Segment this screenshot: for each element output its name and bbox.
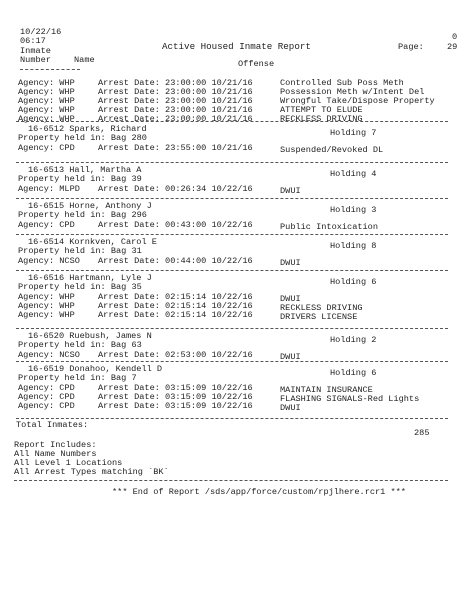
end-of-report: *** End of Report /sds/app/force/custom/rpjlhere.rcr1 *** <box>112 487 406 497</box>
report-includes-line: All Level 1 Locations <box>14 458 123 468</box>
holding-location: Holding 4 <box>330 169 377 179</box>
arrest-date: Arrest Date: 03:15:09 10/22/16 <box>98 383 253 393</box>
inmate-divider <box>16 198 448 199</box>
arrest-date: Arrest Date: 23:00:00 10/21/16 <box>98 78 253 88</box>
arrest-agency: Agency: CPD <box>18 383 75 393</box>
property-held: Property held in: Bag 296 <box>18 210 147 220</box>
inmate-divider <box>16 234 448 235</box>
inmate-name: 16-6520 Ruebush, James N <box>28 331 152 341</box>
report-title: Active Housed Inmate Report <box>162 41 311 52</box>
arrest-agency: Agency: WHP <box>18 310 75 321</box>
arrest-row <box>18 221 448 231</box>
arrest-date: Arrest Date: 02:53:00 10/22/16 <box>98 350 253 360</box>
arrest-agency: Agency: MLPD <box>18 184 80 194</box>
arrest-offense: MAINTAIN INSURANCE <box>280 385 373 395</box>
arrest-offense: Suspended/Revoked DL <box>280 145 384 155</box>
report-includes-heading: Report Includes: <box>14 440 97 450</box>
arrest-offense: RECKLESS DRIVING <box>280 303 363 314</box>
arrest-offense: FLASHING SIGNALS-Red Lights <box>280 394 420 405</box>
arrest-row <box>18 402 448 412</box>
arrest-agency: Agency: WHP <box>18 105 75 116</box>
inmate-divider <box>16 121 448 122</box>
arrest-agency: Agency: CPD <box>18 392 75 403</box>
column-offense: Offense <box>238 59 275 69</box>
arrest-agency: Agency: NCSO <box>18 256 80 266</box>
arrest-row <box>18 257 448 267</box>
column-name: Name <box>74 55 95 65</box>
property-held: Property held in: Bag 7 <box>18 373 137 383</box>
property-held: Property held in: Bag 35 <box>18 282 142 292</box>
arrest-date: Arrest Date: 03:15:09 10/22/16 <box>98 401 253 412</box>
arrest-offense: DWUI <box>280 258 301 268</box>
arrest-agency: Agency: CPD <box>18 401 75 412</box>
arrest-agency: Agency: CPD <box>18 220 75 230</box>
inmate-name: 16-6514 Kornkven, Carol E <box>28 237 157 247</box>
arrest-offense: DWUI <box>280 352 301 362</box>
arrest-date: Arrest Date: 02:15:14 10/22/16 <box>98 310 253 321</box>
arrest-offense: DWUI <box>280 186 301 196</box>
arrest-offense: ATTEMPT TO ELUDE <box>280 105 363 116</box>
holding-location: Holding 7 <box>330 128 377 138</box>
totals-divider <box>16 418 448 419</box>
inmate-name: 16-6516 Hartmann, Lyle J <box>28 273 152 283</box>
arrest-date: Arrest Date: 00:43:00 10/22/16 <box>98 220 253 230</box>
arrest-row <box>18 351 448 361</box>
holding-location: Holding 6 <box>330 368 377 378</box>
arrest-date: Arrest Date: 23:00:00 10/21/16 <box>98 96 253 107</box>
inmate-divider <box>16 361 448 362</box>
report-time: 06:17 <box>20 36 46 46</box>
arrest-agency: Agency: WHP <box>18 301 75 312</box>
arrest-agency: Agency: WHP <box>18 96 75 107</box>
property-held: Property held in: Bag 31 <box>18 246 142 256</box>
arrest-offense: DWUI <box>280 294 301 304</box>
arrest-agency: Agency: NCSO <box>18 350 80 360</box>
arrest-date: Arrest Date: 02:15:14 10/22/16 <box>98 301 253 312</box>
inmate-divider <box>16 162 448 163</box>
arrest-row <box>18 311 448 321</box>
arrest-agency: Agency: WHP <box>18 87 75 98</box>
arrest-offense: Controlled Sub Poss Meth <box>280 78 404 88</box>
holding-location: Holding 2 <box>330 335 377 345</box>
inmate-name: 16-6512 Sparks, Richard <box>28 124 147 134</box>
footer-divider <box>14 480 448 481</box>
total-inmates-value: 285 <box>414 428 430 438</box>
report-includes-line: All Name Numbers <box>14 449 97 459</box>
arrest-date: Arrest Date: 23:00:00 10/21/16 <box>98 105 253 116</box>
report-date: 10/22/16 <box>20 27 62 37</box>
arrest-date: Arrest Date: 00:26:34 10/22/16 <box>98 184 253 194</box>
property-held: Property held in: Bag 280 <box>18 133 147 143</box>
arrest-agency: Agency: WHP <box>18 114 75 125</box>
inmate-name: 16-6519 Donahoo, Kendell D <box>28 364 163 374</box>
holding-location: Holding 6 <box>330 277 377 287</box>
page-label: Page: <box>398 42 424 52</box>
column-underline <box>20 69 80 70</box>
arrest-agency: Agency: CPD <box>18 143 75 153</box>
column-number: Number <box>20 55 51 65</box>
arrest-date: Arrest Date: 23:00:00 10/21/16 <box>98 87 253 98</box>
arrest-date: Arrest Date: 23:00:00 10/21/16 <box>98 114 253 125</box>
report-includes-line: All Arrest Types matching `BK` <box>14 467 169 477</box>
property-held: Property held in: Bag 63 <box>18 340 142 350</box>
inmate-divider <box>16 328 448 329</box>
arrest-offense: RECKLESS DRIVING <box>280 114 363 125</box>
property-held: Property held in: Bag 39 <box>18 174 142 184</box>
arrest-agency: Agency: WHP <box>18 292 75 302</box>
inmate-name: 16-6513 Hall, Martha A <box>28 165 142 175</box>
arrest-offense: Wrongful Take/Dispose Property <box>280 96 435 107</box>
arrest-offense: DRIVERS LICENSE <box>280 312 358 323</box>
column-inmate: Inmate <box>20 46 51 56</box>
arrest-offense: Public Intoxication <box>280 222 378 232</box>
arrest-row <box>18 144 448 154</box>
arrest-date: Arrest Date: 03:15:09 10/22/16 <box>98 392 253 403</box>
page-number: 29 <box>447 42 458 52</box>
arrest-agency: Agency: WHP <box>18 78 75 88</box>
inmate-divider <box>16 270 448 271</box>
total-inmates-label: Total Inmates: <box>16 420 89 430</box>
arrest-row <box>18 185 448 195</box>
inmate-name: 16-6515 Horne, Anthony J <box>28 201 152 211</box>
page-prefix: 0 <box>452 32 458 42</box>
arrest-date: Arrest Date: 23:55:00 10/21/16 <box>98 143 253 153</box>
arrest-offense: DWUI <box>280 403 301 414</box>
arrest-date: Arrest Date: 02:15:14 10/22/16 <box>98 292 253 302</box>
arrest-date: Arrest Date: 00:44:00 10/22/16 <box>98 256 253 266</box>
holding-location: Holding 3 <box>330 205 377 215</box>
arrest-offense: Possession Meth w/Intent Del <box>280 87 425 98</box>
holding-location: Holding 8 <box>330 241 377 251</box>
